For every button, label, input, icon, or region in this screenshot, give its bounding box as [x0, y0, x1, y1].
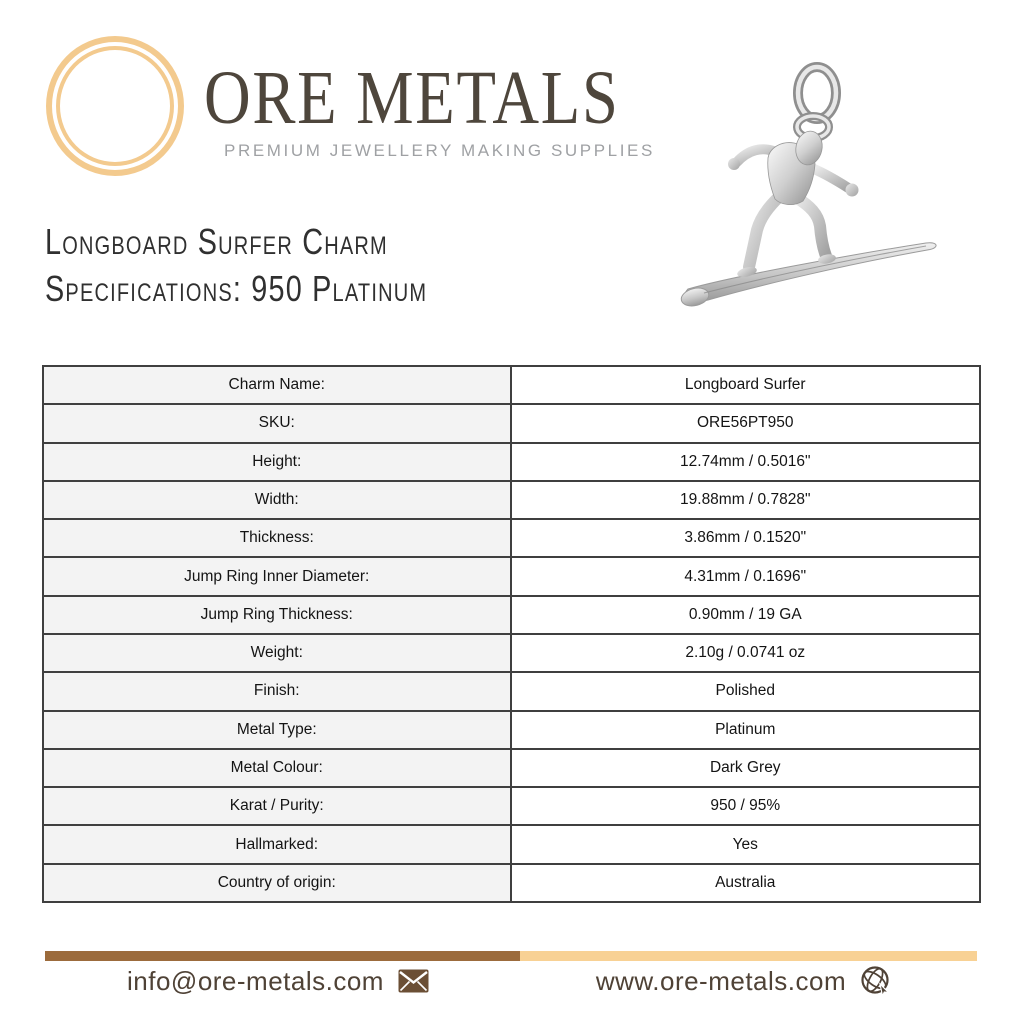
spec-value: 0.90mm / 19 GA — [512, 597, 980, 633]
spec-value: ORE56PT950 — [512, 405, 980, 441]
spec-label: SKU: — [44, 405, 512, 441]
surfer-figure-shape — [728, 129, 859, 279]
spec-value: Longboard Surfer — [512, 367, 980, 403]
table-row — [44, 367, 979, 405]
globe-icon — [860, 965, 892, 997]
spec-value: Australia — [512, 865, 980, 901]
spec-value: 12.74mm / 0.5016" — [512, 444, 980, 480]
spec-label: Weight: — [44, 635, 512, 671]
email-link[interactable] — [45, 962, 511, 1000]
spec-label: Finish: — [44, 673, 512, 709]
table-row — [44, 788, 979, 826]
table-row — [44, 750, 979, 788]
footer-contacts — [45, 962, 977, 1000]
table-row — [44, 826, 979, 864]
spec-value: 950 / 95% — [512, 788, 980, 824]
spec-value: Platinum — [512, 712, 980, 748]
longboard-surfer-charm-image — [664, 38, 994, 328]
website-link[interactable] — [511, 962, 977, 1000]
table-row — [44, 712, 979, 750]
product-title — [45, 218, 523, 312]
spec-table — [42, 365, 981, 903]
brand-logo-inner-ring — [56, 46, 174, 166]
spec-label: Jump Ring Inner Diameter: — [44, 558, 512, 594]
brand-tagline: PREMIUM JEWELLERY MAKING SUPPLIES — [224, 141, 655, 160]
table-row — [44, 444, 979, 482]
brand-logo-rings-icon — [46, 36, 184, 176]
website-text: www.ore-metals.com — [595, 965, 847, 996]
spec-label: Thickness: — [44, 520, 512, 556]
footer-divider-gold-segment — [520, 951, 977, 961]
table-row — [44, 558, 979, 596]
spec-label: Country of origin: — [44, 865, 512, 901]
table-row — [44, 520, 979, 558]
envelope-icon — [398, 969, 429, 993]
spec-label: Karat / Purity: — [44, 788, 512, 824]
spec-value: Dark Grey — [512, 750, 980, 786]
table-row — [44, 673, 979, 711]
footer-divider — [45, 951, 977, 961]
table-row — [44, 635, 979, 673]
table-row — [44, 405, 979, 443]
spec-label: Charm Name: — [44, 367, 512, 403]
spec-label: Height: — [44, 444, 512, 480]
spec-label: Hallmarked: — [44, 826, 512, 862]
table-row — [44, 482, 979, 520]
spec-label: Width: — [44, 482, 512, 518]
table-row — [44, 597, 979, 635]
longboard-shape — [679, 243, 936, 309]
spec-value: 2.10g / 0.0741 oz — [512, 635, 980, 671]
spec-value: 3.86mm / 0.1520" — [512, 520, 980, 556]
spec-value: 4.31mm / 0.1696" — [512, 558, 980, 594]
spec-label: Jump Ring Thickness: — [44, 597, 512, 633]
spec-value: 19.88mm / 0.7828" — [512, 482, 980, 518]
product-title-line1: Longboard Surfer Charm — [45, 221, 388, 262]
jump-ring-shape — [797, 67, 836, 138]
spec-value: Polished — [512, 673, 980, 709]
table-row — [44, 865, 979, 901]
brand-name: ORE METALS — [204, 56, 620, 140]
product-title-line2: Specifications: 950 Platinum — [45, 268, 428, 309]
spec-label: Metal Type: — [44, 712, 512, 748]
footer-divider-brown-segment — [45, 951, 520, 961]
spec-label: Metal Colour: — [44, 750, 512, 786]
email-text: info@ore-metals.com — [127, 965, 384, 996]
spec-value: Yes — [512, 826, 980, 862]
